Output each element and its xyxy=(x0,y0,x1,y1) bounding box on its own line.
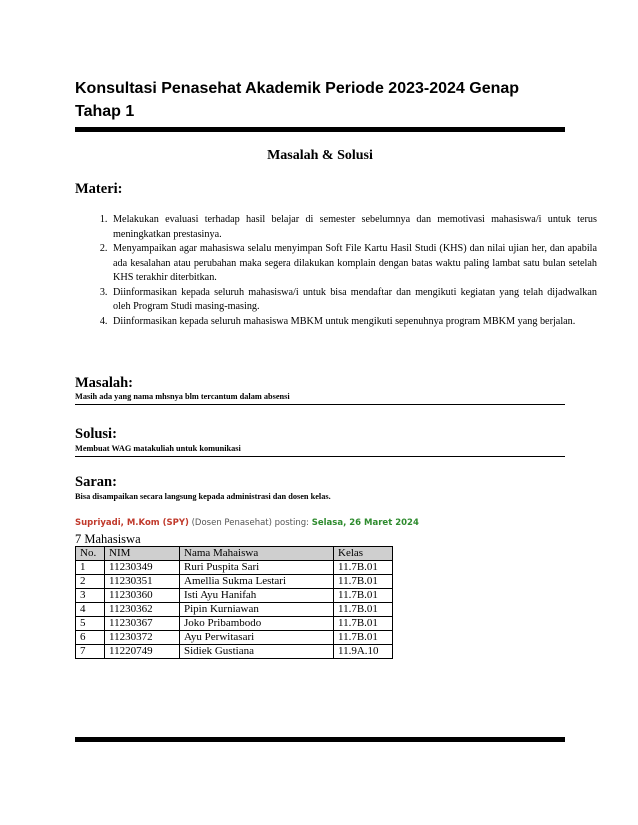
cell-nim: 11230349 xyxy=(105,561,180,575)
cell-no: 1 xyxy=(76,561,105,575)
cell-nama: Ruri Puspita Sari xyxy=(180,561,334,575)
posting-line xyxy=(75,518,419,528)
cell-nim: 11230372 xyxy=(105,631,180,645)
table-row xyxy=(76,631,393,645)
section-heading: Masalah & Solusi xyxy=(267,148,373,163)
posting-role: (Dosen Penasehat) posting: xyxy=(191,518,310,528)
table-row xyxy=(76,603,393,617)
materi-item: 4. Diinformasikan kepada seluruh mahasiswa MBKM untuk mengikuti sepenuhnya program MBKM yang berjalan. xyxy=(110,315,597,330)
cell-kelas: 11.7B.01 xyxy=(334,561,393,575)
masalah-divider xyxy=(75,404,565,405)
page-title: Konsultasi Penasehat Akademik Periode 2023-2024 Genap Tahap 1 xyxy=(75,80,520,120)
solusi-text: Membuat WAG matakuliah untuk komunikasi xyxy=(75,444,241,453)
cell-nama: Pipin Kurniawan xyxy=(180,603,334,617)
posting-author: Supriyadi, M.Kom (SPY) xyxy=(75,518,189,528)
saran-text: Bisa disampaikan secara langsung kepada administrasi dan dosen kelas. xyxy=(75,492,331,501)
cell-kelas: 11.7B.01 xyxy=(334,589,393,603)
title-divider xyxy=(75,127,565,132)
cell-nim: 11230367 xyxy=(105,617,180,631)
table-row xyxy=(76,645,393,659)
posting-date: Selasa, 26 Maret 2024 xyxy=(311,518,419,528)
materi-list xyxy=(75,213,597,329)
table-row xyxy=(76,617,393,631)
cell-no: 7 xyxy=(76,645,105,659)
cell-no: 3 xyxy=(76,589,105,603)
cell-kelas: 11.7B.01 xyxy=(334,631,393,645)
header-kelas: Kelas xyxy=(334,547,393,561)
cell-nama: Isti Ayu Hanifah xyxy=(180,589,334,603)
cell-nama: Ayu Perwitasari xyxy=(180,631,334,645)
header-no: No. xyxy=(76,547,105,561)
cell-nama: Sidiek Gustiana xyxy=(180,645,334,659)
cell-nim: 11220749 xyxy=(105,645,180,659)
solusi-divider xyxy=(75,456,565,457)
cell-nim: 11230351 xyxy=(105,575,180,589)
cell-kelas: 11.7B.01 xyxy=(334,603,393,617)
solusi-heading: Solusi: xyxy=(75,426,117,442)
cell-no: 2 xyxy=(76,575,105,589)
cell-no: 6 xyxy=(76,631,105,645)
masalah-text: Masih ada yang nama mhsnya blm tercantum dalam absensi xyxy=(75,392,290,401)
table-header-row xyxy=(76,547,393,561)
student-table xyxy=(75,546,393,659)
cell-nim: 11230360 xyxy=(105,589,180,603)
table-row xyxy=(76,575,393,589)
materi-item: 1. Melakukan evaluasi terhadap hasil belajar di semester sebelumnya dan memotivasi mahasiswa/i untuk terus meningkatkan prestasinya. xyxy=(110,213,597,242)
cell-nama: Amellia Sukma Lestari xyxy=(180,575,334,589)
header-nim: NIM xyxy=(105,547,180,561)
materi-item: 3. Diinformasikan kepada seluruh mahasiswa/i untuk bisa mendaftar dan mengikuti kegiatan yang telah dijadwalkan oleh Program Studi masing-masing. xyxy=(110,286,597,315)
cell-no: 5 xyxy=(76,617,105,631)
masalah-heading: Masalah: xyxy=(75,375,133,391)
cell-kelas: 11.7B.01 xyxy=(334,617,393,631)
cell-kelas: 11.9A.10 xyxy=(334,645,393,659)
saran-heading: Saran: xyxy=(75,474,117,490)
cell-kelas: 11.7B.01 xyxy=(334,575,393,589)
footer-divider xyxy=(75,737,565,742)
header-nama: Nama Mahaiswa xyxy=(180,547,334,561)
table-row xyxy=(76,561,393,575)
student-count: 7 Mahasiswa xyxy=(75,532,141,546)
cell-nim: 11230362 xyxy=(105,603,180,617)
materi-heading: Materi: xyxy=(75,181,123,197)
table-row xyxy=(76,589,393,603)
cell-nama: Joko Pribambodo xyxy=(180,617,334,631)
cell-no: 4 xyxy=(76,603,105,617)
materi-item: 2. Menyampaikan agar mahasiswa selalu menyimpan Soft File Kartu Hasil Studi (KHS) dan nilai ujian her, dan apabila ada kesalahan atau perubahan maka segera dilakukan komplain dengan batas waktu paling lambat satu bulan setelah KHS terakhir diterbitkan. xyxy=(110,242,597,286)
